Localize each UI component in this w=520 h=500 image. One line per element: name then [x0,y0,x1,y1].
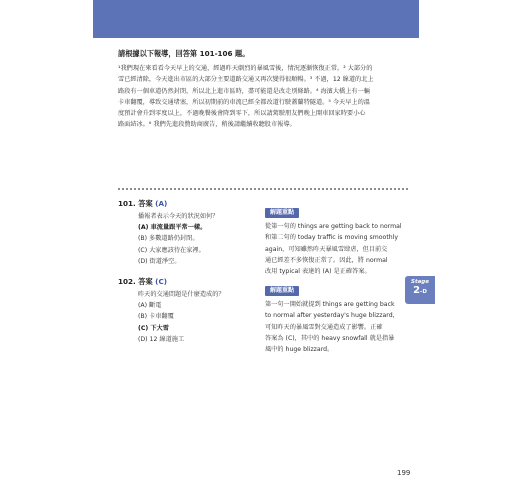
option-c: (C) 下大雪 [138,324,169,332]
explanation-line: 第一句一開始就提到 things are getting back [265,301,395,308]
explanation-line: 從第一句的 things are getting back to normal [265,223,402,230]
passage-line: 卡車翻覆，導致交通堵塞，所以初期前的車流已經全都改道行駛蓋蘭特隧道。⁵ 今天早上的溫 [118,98,370,106]
explanation-101 [265,199,415,277]
explanation-label: 解題重點 [265,286,299,296]
explanation-line: 通已經差不多恢復正常了。因此，將 normal [265,256,388,264]
passage-line: 路段有一個車道仍然封閉，所以北上進市區時，盡可能還是改走別條路。⁴ 海濱大橋上有一輛 [118,87,370,95]
header-band [93,0,419,38]
option-b: (B) 卡車翻覆 [138,313,174,321]
explanation-text [265,299,415,355]
question-102 [118,276,248,345]
explanation-line: 改用 typical 表達的 (A) 是正確答案。 [265,268,371,276]
answer-prefix: 答案 [138,277,153,286]
explanation-text [265,221,415,277]
passage-line: 度預計會升到零度以上，不過晚餐後會降到零下，所以請駕駛朋友們晚上開車回家時要小心 [118,110,366,118]
option-a: (A) 斷電 [138,302,162,309]
question-text: 昨天的交通問題是什麼造成的？ [138,291,225,298]
stage-num-sub: -D [420,289,427,295]
explanation-line: 答案為 (C)，其中的 heavy snowfall 就是指暴 [265,334,395,342]
explanation-line: 風中的 huge blizzard。 [265,346,334,354]
option-a: (A) 車流量跟平常一樣。 [138,224,207,231]
question-header [118,276,248,288]
answer-letter: (C) [155,277,168,286]
question-text: 播報者表示今天的狀況如何？ [138,213,219,220]
passage-line: 雪已經清除，今天進出市區的大部分主要道路交通又再次變得很順暢。³ 不過，12 線道的北上 [118,76,374,84]
question-number: 102. [118,277,136,286]
passage-line: 路面結冰。⁶ 我們先進段贊助商廣告，稍後請繼續收聽股市報導。 [118,121,296,129]
passage-line: ¹我們現在來看看今天早上的交通，經過昨天劇烈的暴風雪後，情況逐漸恢復正常。² 大部分的 [118,65,373,72]
answer-letter: (A) [155,199,168,208]
option-d: (D) 12 線道施工 [138,335,185,343]
explanation-line: 和第二句的 today traffic is moving smoothly [265,234,399,242]
stage-number [405,285,435,298]
explanation-line: 可知昨天的暴風雪對交通造成了影響。正確 [265,323,383,331]
passage [118,63,406,131]
section-divider [118,188,408,190]
stage-tab [405,276,435,304]
stage-word: Stage [411,279,429,285]
stage-num-main: 2 [413,285,421,296]
explanation-label: 解題重點 [265,208,299,218]
question-header [118,198,248,210]
explanation-102 [265,277,415,355]
explanation-line: again，可知雖然昨天暴風雪肆虐，但目前交 [265,245,388,253]
explanation-line: to normal after yesterday's huge blizzard， [265,312,399,320]
option-b: (B) 多數道路仍封閉。 [138,235,199,243]
instruction-heading: 請根據以下報導，回答第 101-106 題。 [118,49,250,58]
question-number: 101. [118,199,136,208]
option-c: (C) 大家應該待在家裡。 [138,246,205,254]
answer-prefix: 答案 [138,199,153,208]
option-d: (D) 街道淨空。 [138,257,181,265]
question-101 [118,198,248,267]
page-number: 199 [397,469,411,477]
